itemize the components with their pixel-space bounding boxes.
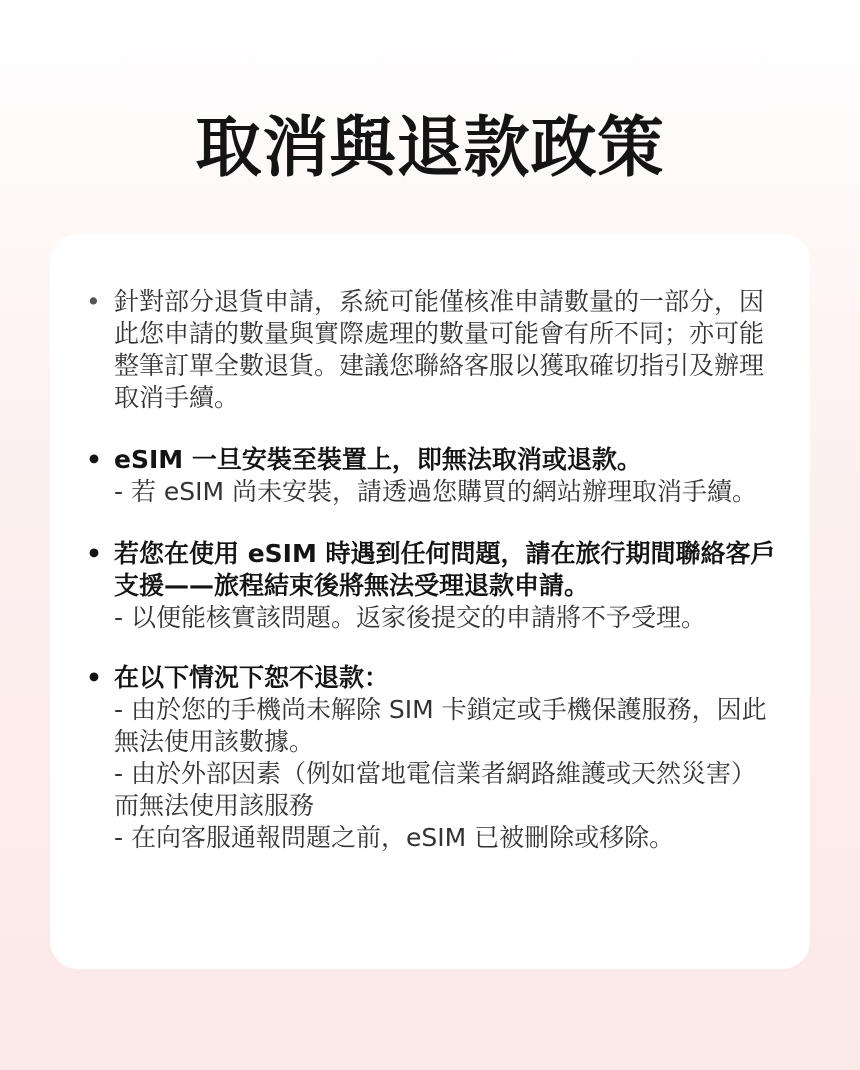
policy-detail: - 以便能核實該問題。返家後提交的申請將不予受理。 bbox=[114, 603, 706, 632]
bullet-icon: • bbox=[86, 287, 101, 316]
policy-text: 針對部分退貨申請，系統可能僅核准申請數量的一部分，因此您申請的數量與實際處理的數量可能會有所不同；亦可能整筆訂單全數退貨。建議您聯絡客服以獲取確切指引及辦理取消手續。 bbox=[114, 287, 765, 412]
bullet-icon: • bbox=[86, 445, 102, 474]
policy-item-contact-support bbox=[86, 538, 780, 634]
policy-list bbox=[86, 286, 780, 854]
policy-item-partial-refund bbox=[86, 286, 780, 414]
policy-heading: 在以下情況下恕不退款： bbox=[114, 663, 390, 692]
policy-detail: - 由於外部因素（例如當地電信業者網路維護或天然災害）而無法使用該服務 bbox=[114, 759, 756, 820]
policy-item-no-refund-cases bbox=[86, 662, 780, 854]
policy-detail: - 若 eSIM 尚未安裝，請透過您購買的網站辦理取消手續。 bbox=[114, 477, 758, 506]
policy-detail: - 在向客服通報問題之前，eSIM 已被刪除或移除。 bbox=[114, 823, 675, 852]
policy-item-installed-esim bbox=[86, 444, 780, 508]
bullet-icon: • bbox=[86, 663, 102, 692]
page-title: 取消與退款政策 bbox=[195, 109, 665, 186]
policy-heading: eSIM 一旦安裝至裝置上，即無法取消或退款。 bbox=[114, 445, 642, 474]
policy-card bbox=[50, 234, 810, 969]
policy-heading: 若您在使用 eSIM 時遇到任何問題，請在旅行期間聯絡客戶支援——旅程結束後將無法受理退款申請。 bbox=[114, 539, 776, 600]
policy-detail: - 由於您的手機尚未解除 SIM 卡鎖定或手機保護服務，因此無法使用該數據。 bbox=[114, 695, 767, 756]
bullet-icon: • bbox=[86, 539, 102, 568]
